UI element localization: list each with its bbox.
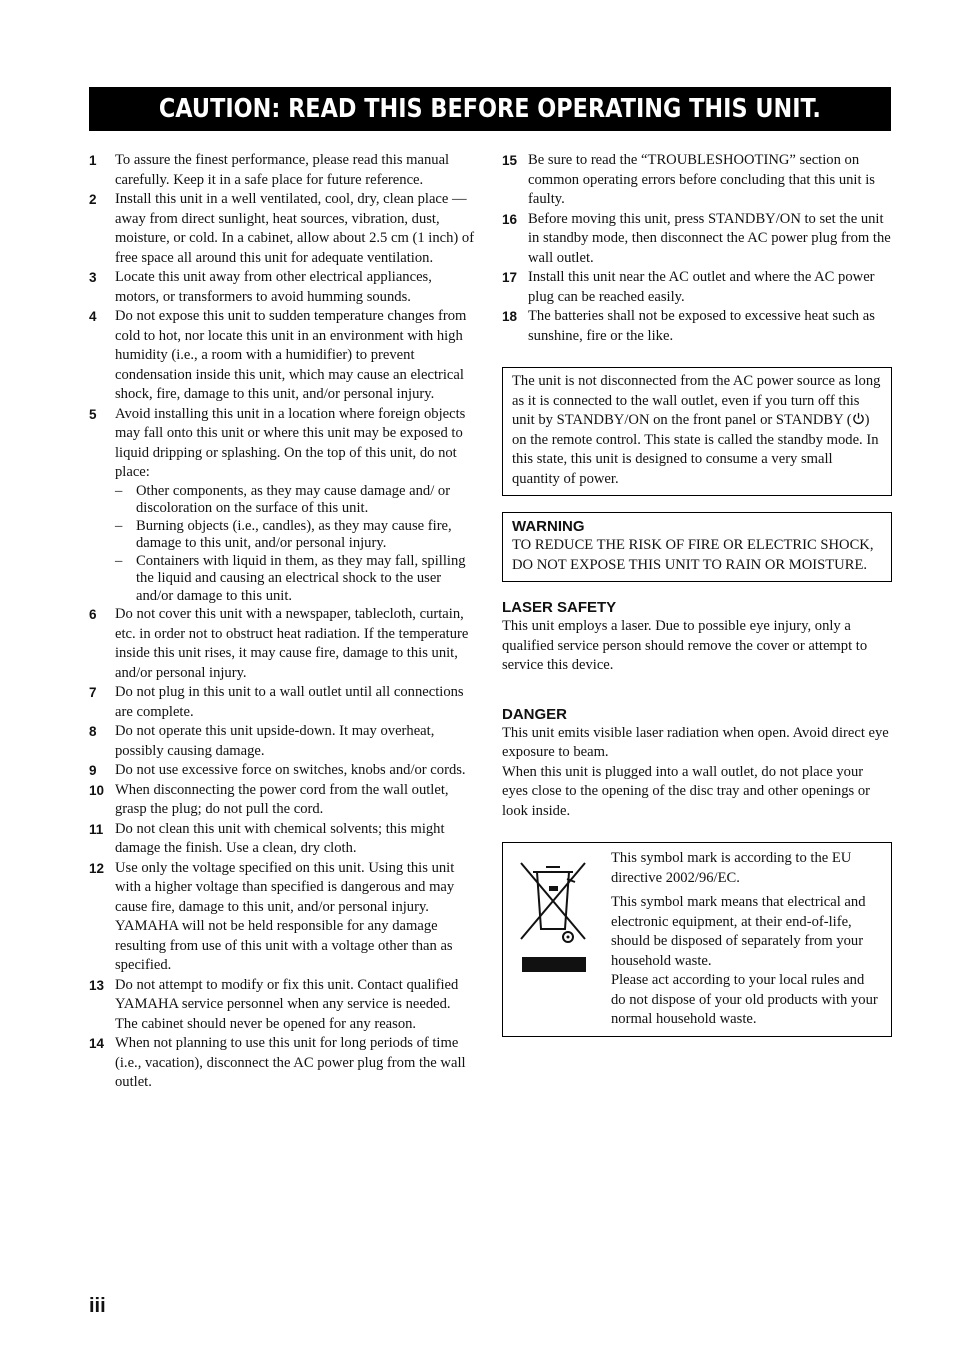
list-item: 3 Locate this unit away from other electrical appliances, motors, or transformers to avoid humming sounds. [89, 269, 432, 305]
list-item: 2 Install this unit in a well ventilated, cool, dry, clean place — away from direct sunlight, heat sources, vibration, dust, moisture, or cold. In a cabinet, allow about 2.5 cm (1 inch) of free space all around this unit for adequate ventilation. [89, 191, 475, 266]
warning-box [502, 512, 892, 582]
list-item: 10 When disconnecting the power cord from the wall outlet, grasp the plug; do not pull the cord. [89, 781, 449, 817]
list-item: 14 When not planning to use this unit for long periods of time (i.e., vacation), disconnect the AC power plug from the wall outlet. [89, 1035, 466, 1090]
page-title: CAUTION: READ THIS BEFORE OPERATING THIS UNIT. [158, 94, 821, 124]
list-item: 4 Do not expose this unit to sudden temperature changes from cold to hot, nor locate this unit in an environment with high humidity (i.e., a room with a humidifier) to prevent condensation inside this unit, which may cause an electrical shock, fire, damage to this unit, and/or personal injury. [89, 308, 467, 402]
list-item: 7 Do not plug in this unit to a wall outlet until all connections are complete. [89, 684, 464, 720]
danger-text-2: When this unit is plugged into a wall outlet, do not place your eyes close to the opening of the disc tray and other openings or look inside. [502, 763, 870, 819]
sub-item: – Containers with liquid in them, as they may fall, spilling the liquid and causing an electrical shock to the user and/or damage to this unit. [115, 552, 466, 604]
list-item: 1 To assure the finest performance, please read this manual carefully. Keep it in a safe place for future reference. [89, 152, 450, 188]
list-item: 17 Install this unit near the AC outlet and where the AC power plug can be reached easily. [502, 269, 875, 305]
warning-text: TO REDUCE THE RISK OF FIRE OR ELECTRIC SHOCK, DO NOT EXPOSE THIS UNIT TO RAIN OR MOISTURE. [512, 537, 874, 573]
danger-text-1: This unit emits visible laser radiation when open. Avoid direct eye exposure to beam. [502, 724, 889, 760]
sub-item: – Other components, as they may cause damage and/ or discoloration on the surface of this unit. [115, 482, 451, 516]
laser-safety-text: This unit employs a laser. Due to possible eye injury, only a qualified service person should remove the cover or attempt to service this device. [502, 618, 868, 673]
weee-text: This symbol mark is according to the EU directive 2002/96/EC. This symbol mark means that electrical and electronic equipment, at their end-of-life, should be disposed of separately from your household waste. Please act according to your local rules and do not dispose of your old products with your normal household waste. [611, 850, 878, 1027]
list-item: 12 Use only the voltage specified on this unit. Using this unit with a higher voltage than specified is dangerous and may cause fire, damage to this unit, and/or personal injury. YAMAHA will not be held responsible for any damage resulting from use of this unit with a voltage other than as specified. [89, 859, 455, 973]
list-item: 13 Do not attempt to modify or fix this unit. Contact qualified YAMAHA service personnel when any service is needed. The cabinet should never be opened for any reason. [89, 976, 459, 1032]
list-item: 5 Avoid installing this unit in a location where foreign objects may fall onto this unit or where this unit may be exposed to liquid dripping or splashing. On the top of this unit, do not place: – Other components, as they may cause damage and/ or discoloration on the surface of this unit. – Burning objects (i.e., candles), as they may cause fire, damage to this unit, and/or personal injury. – Containers with liquid in them, as they may fall, spilling the liquid and causing an electrical shock to the user and/or damage to this unit. [89, 405, 475, 606]
list-item: 11 Do not clean this unit with chemical solvents; this might damage the finish. Use a clean, dry cloth. [89, 820, 445, 856]
list-item: 8 Do not operate this unit upside-down. It may overheat, possibly causing damage. [89, 723, 435, 759]
warning-heading: WARNING [512, 518, 585, 535]
list-item: 16 Before moving this unit, press STANDBY/ON to set the unit in standby mode, then disconnect the AC power plug from the wall outlet. [502, 210, 891, 266]
crossed-out-wheelie-bin-icon [515, 849, 599, 1030]
list-item: 18 The batteries shall not be exposed to excessive heat such as sunshine, fire or the like. [502, 308, 875, 344]
list-item: 15 Be sure to read the “TROUBLESHOOTING” section on common operating errors before concluding that this unit is faulty. [502, 152, 875, 207]
list-item: 9 Do not use excessive force on switches, knobs and/or cords. [89, 762, 466, 778]
danger-heading: DANGER [502, 705, 568, 723]
right-column [502, 151, 892, 1037]
sub-item: – Burning objects (i.e., candles), as they may cause fire, damage to this unit, and/or personal injury. [115, 517, 452, 551]
standby-notice-box: The unit is not disconnected from the AC power source as long as it is connected to the wall outlet, even if you turn off this unit by STANDBY/ON on the front panel or STANDBY ( ) on the remote control. This state is called the standby mode. In this state, this unit is designed to consume a very small quantity of power. [502, 367, 892, 496]
laser-safety-heading: LASER SAFETY [502, 599, 617, 616]
power-standby-icon [852, 412, 865, 425]
list-item: 6 Do not cover this unit with a newspaper, tablecloth, curtain, etc. in order not to obstruct heat radiation. If the temperature inside this unit rises, it may cause fire, damage to this unit, and/or personal injury. [89, 606, 469, 681]
page-number: iii [89, 1295, 106, 1317]
caution-banner [89, 87, 891, 131]
left-column [89, 151, 475, 1093]
weee-box [502, 842, 892, 1037]
